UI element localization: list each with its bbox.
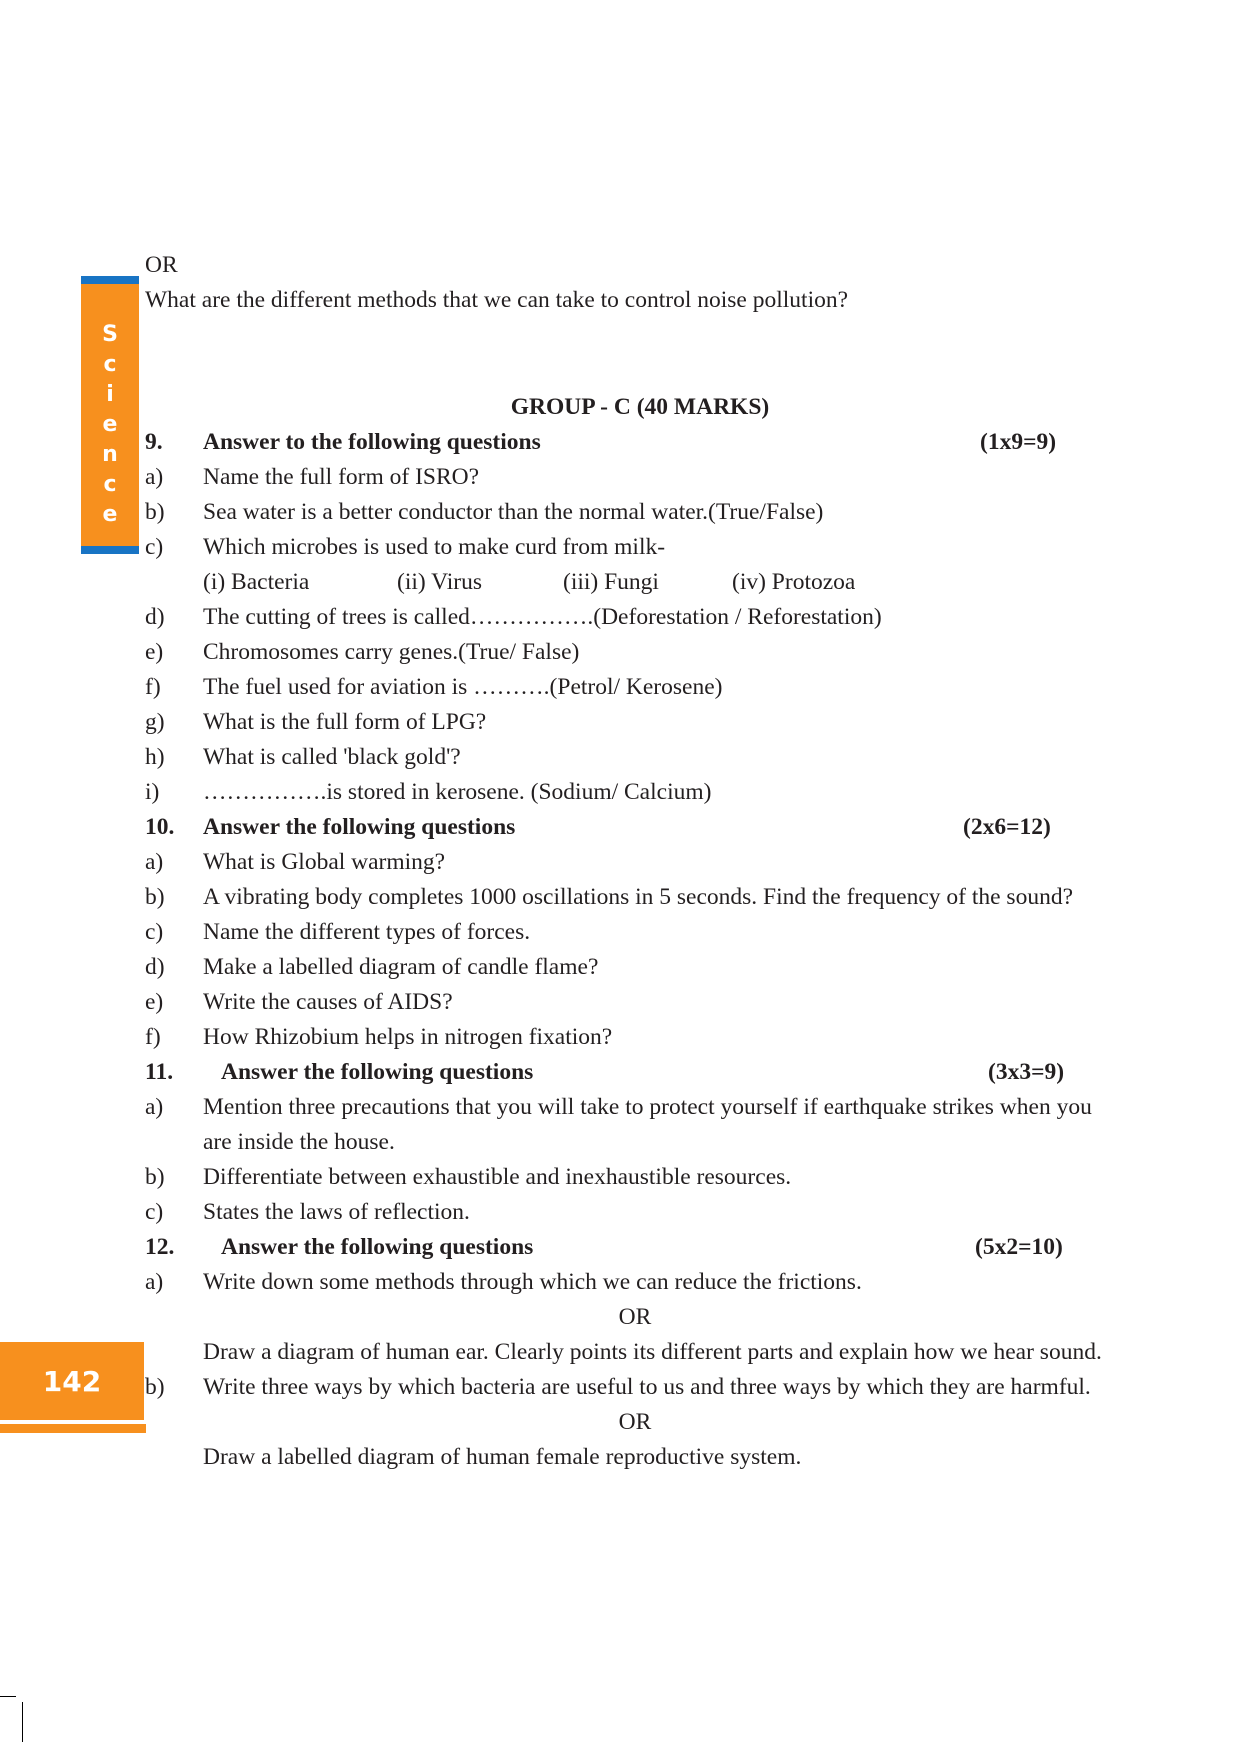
side-tab-letter: c <box>103 352 117 377</box>
question-title: Answer the following questions <box>221 1234 534 1260</box>
item-text: Write three ways by which bacteria are useful to us and three ways by which they are harmful. <box>203 1374 1091 1400</box>
side-tab-letter: e <box>102 502 118 527</box>
question-marks: (2x6=12) <box>963 814 1051 840</box>
question-marks: (5x2=10) <box>975 1234 1063 1260</box>
item-label: a) <box>145 464 164 490</box>
crop-mark <box>0 1696 16 1697</box>
side-tab-letter: c <box>103 472 117 497</box>
item-text: Differentiate between exhaustible and inexhaustible resources. <box>203 1164 792 1190</box>
item-label: b) <box>145 499 165 525</box>
item-text: Name the different types of forces. <box>203 919 531 945</box>
item-text: Sea water is a better conductor than the normal water.(True/False) <box>203 499 824 525</box>
item-label: a) <box>145 849 164 875</box>
item-text: …………….is stored in kerosene. (Sodium/ Calcium) <box>203 779 712 805</box>
item-label: e) <box>145 639 164 665</box>
question-number: 9. <box>145 429 163 455</box>
item-label: d) <box>145 954 165 980</box>
page-number-rule <box>0 1424 146 1433</box>
item-label: a) <box>145 1269 164 1295</box>
item-text: Write down some methods through which we can reduce the frictions. <box>203 1269 862 1295</box>
intro-question: What are the different methods that we can take to control noise pollution? <box>145 287 849 313</box>
item-text: States the laws of reflection. <box>203 1199 470 1225</box>
question-marks: (1x9=9) <box>980 429 1057 455</box>
item-label: b) <box>145 1164 165 1190</box>
item-text: The cutting of trees is called…………….(Deforestation / Reforestation) <box>203 604 882 630</box>
item-text: Write the causes of AIDS? <box>203 989 453 1015</box>
page-number: 142 <box>0 1342 144 1420</box>
or-label: OR <box>145 252 178 278</box>
or-label: OR <box>618 1304 652 1330</box>
question-title: Answer the following questions <box>203 814 516 840</box>
item-text: How Rhizobium helps in nitrogen fixation? <box>203 1024 613 1050</box>
item-label: h) <box>145 744 165 770</box>
item-label: f) <box>145 674 161 700</box>
side-tab-letter: n <box>102 442 118 467</box>
option: (iii) Fungi <box>563 569 659 595</box>
question-title: Answer the following questions <box>221 1059 534 1085</box>
item-text-continued: are inside the house. <box>203 1129 395 1155</box>
item-label: c) <box>145 1199 164 1225</box>
item-label: f) <box>145 1024 161 1050</box>
option: (iv) Protozoa <box>732 569 856 595</box>
or-label: OR <box>618 1409 652 1435</box>
question-title: Answer to the following questions <box>203 429 541 455</box>
item-text: What is the full form of LPG? <box>203 709 487 735</box>
item-text: What is Global warming? <box>203 849 446 875</box>
item-label: g) <box>145 709 165 735</box>
item-label: i) <box>145 779 160 805</box>
item-text: Mention three precautions that you will take to protect yourself if earthquake strikes when you <box>203 1094 1092 1120</box>
item-label: c) <box>145 919 164 945</box>
side-tab-letter: i <box>106 382 114 407</box>
crop-mark <box>22 1702 23 1742</box>
subject-side-tab <box>81 276 139 554</box>
option: (i) Bacteria <box>203 569 310 595</box>
item-text: A vibrating body completes 1000 oscillations in 5 seconds. Find the frequency of the sound? <box>203 884 1074 910</box>
item-text: Name the full form of ISRO? <box>203 464 480 490</box>
question-number: 10. <box>145 814 175 840</box>
item-text-alternative: Draw a diagram of human ear. Clearly points its different parts and explain how we hear sound. <box>203 1339 1102 1365</box>
question-marks: (3x3=9) <box>988 1059 1065 1085</box>
item-text: Make a labelled diagram of candle flame? <box>203 954 599 980</box>
item-text: What is called 'black gold'? <box>203 744 461 770</box>
group-heading: GROUP - C (40 MARKS) <box>510 394 770 420</box>
option: (ii) Virus <box>397 569 482 595</box>
question-number: 12. <box>145 1234 175 1260</box>
item-text: Chromosomes carry genes.(True/ False) <box>203 639 580 665</box>
side-tab-letter: S <box>102 322 118 347</box>
item-label: d) <box>145 604 165 630</box>
item-label: e) <box>145 989 164 1015</box>
item-label: b) <box>145 1374 165 1400</box>
item-label: b) <box>145 884 165 910</box>
item-text: Which microbes is used to make curd from milk- <box>203 534 666 560</box>
item-label: c) <box>145 534 164 560</box>
item-label: a) <box>145 1094 164 1120</box>
subject-side-tab-letters <box>81 320 139 530</box>
question-number: 11. <box>145 1059 174 1085</box>
side-tab-letter: e <box>102 412 118 437</box>
item-text: The fuel used for aviation is ……….(Petrol/ Kerosene) <box>203 674 723 700</box>
item-text-alternative: Draw a labelled diagram of human female reproductive system. <box>203 1444 802 1470</box>
